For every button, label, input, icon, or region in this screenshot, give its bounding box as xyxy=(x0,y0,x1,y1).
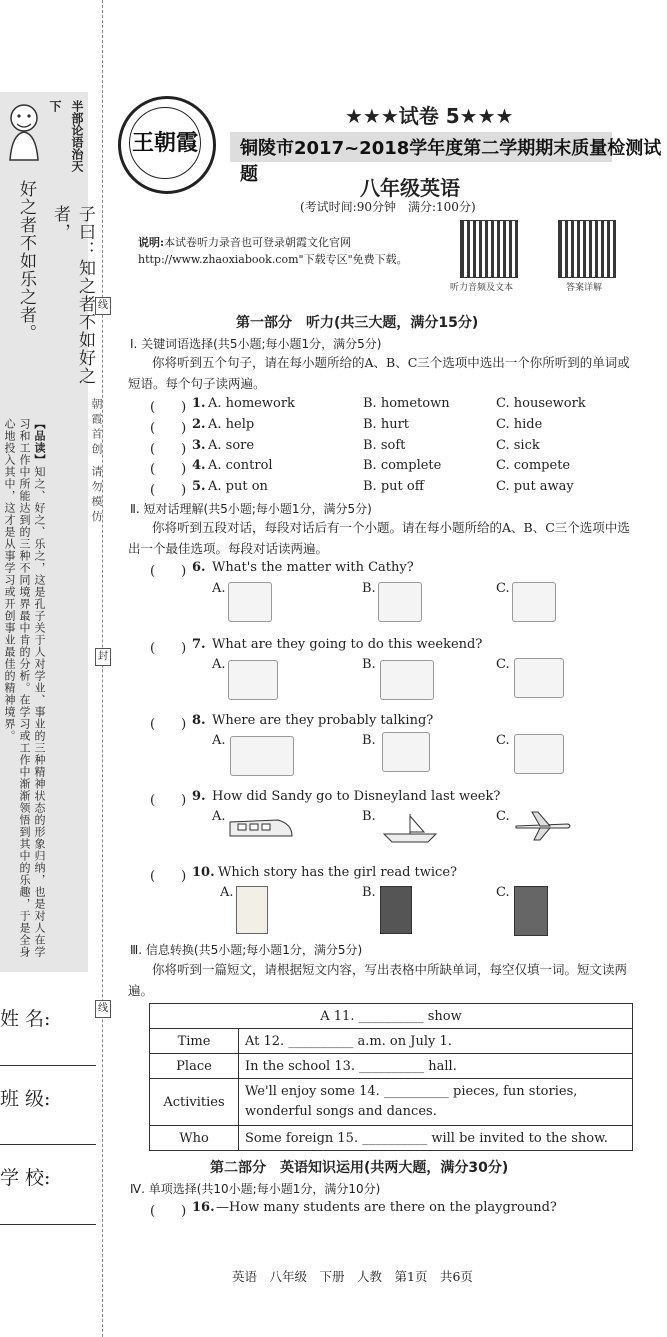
question-row xyxy=(150,396,640,417)
name-field[interactable] xyxy=(0,1065,96,1066)
question-text: How did Sandy go to Disneyland last week? xyxy=(212,789,501,804)
question-number: 1. xyxy=(192,396,206,411)
sec1-title: Ⅰ. 关键词语选择(共5小题;每小题1分，满分5分) xyxy=(130,337,382,351)
climbing-picture[interactable] xyxy=(514,658,564,698)
pindu-text: 知之、好之、乐之，这是孔子关于人对学业、事业的三种精神状态的形象归纳，也是对人在学习和工作中所能达到的三种不同境界最中肯的分析。在学习或工作中渐渐领悟到其中的乐趣，于是全身心地投入其中，这才是从事学习或开创事业最佳的精神境界。 xyxy=(3,418,46,958)
cut-mark: 线 xyxy=(95,1000,111,1018)
logo-text: 王朝霞 xyxy=(129,107,201,179)
qr-audio-label: 听力音频及文本 xyxy=(450,283,514,293)
option-a: A. control xyxy=(208,458,273,473)
question-row xyxy=(150,458,640,479)
question-text: Where are they probably talking? xyxy=(212,713,434,728)
train-icon[interactable] xyxy=(228,814,294,842)
row-value[interactable]: We'll enjoy some 14. __________ pieces, fun stories, wonderful songs and dances. xyxy=(239,1079,633,1126)
zoo-picture[interactable] xyxy=(230,736,294,776)
class-label: 班 级: xyxy=(0,1088,51,1110)
question-number: 3. xyxy=(192,438,206,453)
option-a-label: A. xyxy=(212,581,226,596)
row-label: Activities xyxy=(150,1079,239,1126)
publisher-logo xyxy=(118,96,216,194)
qr-answers-label: 答案详解 xyxy=(566,283,603,293)
question-row xyxy=(150,438,640,459)
kitchen-picture[interactable] xyxy=(382,732,430,772)
question-number: 9. xyxy=(192,789,206,804)
quote-title: 半部论语治天下 xyxy=(48,100,84,172)
name-label: 姓 名: xyxy=(0,1008,51,1030)
option-c: C. compete xyxy=(496,458,571,473)
plane-icon[interactable] xyxy=(512,808,574,842)
option-b-label: B. xyxy=(362,733,376,748)
option-a: A. sore xyxy=(208,438,255,453)
book-cover-a-picture[interactable] xyxy=(236,886,268,934)
cut-mark: 线 xyxy=(95,297,111,315)
sec1-instructions: 你将听到五个句子，请在每小题所给的A、B、C三个选项中选出一个你所听到的单词或短语。每个句子读两遍。 xyxy=(128,355,630,391)
row-value[interactable]: In the school 13. __________ hall. xyxy=(239,1054,633,1079)
part2-title: 第二部分 英语知识运用(共两大题，满分30分) xyxy=(210,1160,509,1176)
people-walking-picture[interactable] xyxy=(514,734,564,774)
table-header[interactable]: A 11. __________ show xyxy=(150,1004,633,1029)
notice-label: 说明: xyxy=(138,236,165,249)
answer-blank[interactable]: ( ) xyxy=(150,717,187,732)
book-cover-c-picture[interactable] xyxy=(514,886,548,936)
option-a: A. help xyxy=(208,417,255,432)
table-header-row xyxy=(150,1004,633,1029)
question-number: 4. xyxy=(192,458,206,473)
book-cover-b-picture[interactable] xyxy=(380,886,412,934)
answer-blank[interactable]: ( ) xyxy=(150,462,187,477)
volunteer-work-picture[interactable] xyxy=(228,660,278,700)
question-text: Which story has the girl read twice? xyxy=(218,865,457,880)
cartoon-confucius-icon xyxy=(4,100,44,162)
option-c: C. sick xyxy=(496,438,540,453)
option-b: B. put off xyxy=(363,479,424,494)
option-a: A. homework xyxy=(208,396,295,411)
girl-face-picture[interactable] xyxy=(378,582,422,622)
option-b: B. hurt xyxy=(363,417,410,432)
answer-blank[interactable]: ( ) xyxy=(150,564,187,579)
option-c: C. housework xyxy=(496,396,586,411)
pindu-block xyxy=(2,418,82,966)
info-table xyxy=(149,1003,633,1151)
paper-number: ★★★试卷 5★★★ xyxy=(345,104,514,128)
option-b-label: B. xyxy=(362,809,376,824)
exam-subtitle: 八年级英语 xyxy=(360,176,460,200)
question-number: 10. xyxy=(192,865,215,880)
table-row xyxy=(150,1126,633,1151)
answer-blank[interactable]: ( ) xyxy=(150,483,187,498)
row-value[interactable]: Some foreign 15. __________ will be invited to the show. xyxy=(239,1126,633,1151)
answer-blank[interactable]: ( ) xyxy=(150,869,187,884)
quote-line-1: 子曰：知之者不如好之者， xyxy=(50,205,95,385)
boat-icon[interactable] xyxy=(380,810,440,844)
option-b-label: B. xyxy=(362,885,376,900)
question-text: What's the matter with Cathy? xyxy=(212,560,414,575)
answer-blank[interactable]: ( ) xyxy=(150,793,187,808)
class-field[interactable] xyxy=(0,1144,96,1145)
option-a: A. put on xyxy=(208,479,268,494)
row-label: Who xyxy=(150,1126,239,1151)
quote-line-2: 好之者不如乐之者。 xyxy=(16,180,36,342)
option-c-label: C. xyxy=(496,809,510,824)
question-row xyxy=(150,637,640,658)
answer-blank[interactable]: ( ) xyxy=(150,641,187,656)
row-label: Time xyxy=(150,1029,239,1054)
question-row xyxy=(150,713,640,734)
question-row xyxy=(150,479,640,500)
question-row xyxy=(150,417,640,438)
answer-blank[interactable]: ( ) xyxy=(150,400,187,415)
notice xyxy=(138,234,438,268)
question-row xyxy=(150,865,640,886)
sec3-title: Ⅲ. 信息转换(共5小题;每小题1分，满分5分) xyxy=(130,943,363,957)
answer-blank[interactable]: ( ) xyxy=(150,1204,187,1219)
table-row xyxy=(150,1054,633,1079)
sec3-instructions: 你将听到一篇短文，请根据短文内容，写出表格中所缺单词，每空仅填一词。短文读两遍。 xyxy=(128,962,628,998)
notice-text: 本试卷听力录音也可登录朝霞文化官网 http://www.zhaoxiabook.com"下载专区"免费下载。 xyxy=(138,236,408,266)
option-c-label: C. xyxy=(496,885,510,900)
option-a-label: A. xyxy=(212,733,226,748)
answer-blank[interactable]: ( ) xyxy=(150,421,187,436)
question-row xyxy=(150,1200,640,1221)
sec2-instructions: 你将听到五段对话，每段对话后有一个小题。请在每小题所给的A、B、C三个选项中选出一个最佳选项。每段对话读两遍。 xyxy=(128,520,630,556)
exam-title: 铜陵市2017~2018学年度第二学期期末质量检测试题 xyxy=(240,138,662,185)
question-row xyxy=(150,560,640,581)
question-number: 5. xyxy=(192,479,206,494)
page-footer: 英语 八年级 下册 人教 第1页 共6页 xyxy=(232,1269,473,1284)
question-number: 7. xyxy=(192,637,206,652)
question-text: What are they going to do this weekend? xyxy=(212,637,483,652)
option-c: C. hide xyxy=(496,417,543,432)
sick-girl-picture[interactable] xyxy=(228,582,272,622)
answer-blank[interactable]: ( ) xyxy=(150,442,187,457)
option-c-label: C. xyxy=(496,733,510,748)
option-b-label: B. xyxy=(362,657,376,672)
sec2-title: Ⅱ. 短对话理解(共5小题;每小题1分，满分5分) xyxy=(130,502,372,516)
question-number: 6. xyxy=(192,560,206,575)
question-number: 8. xyxy=(192,713,206,728)
option-b: B. soft xyxy=(363,438,406,453)
option-b: B. hometown xyxy=(363,396,450,411)
cut-line xyxy=(102,0,103,1337)
slogan: 朝霞首创 请勿模仿 xyxy=(90,398,103,526)
table-row xyxy=(150,1079,633,1126)
option-c-label: C. xyxy=(496,581,510,596)
table-row xyxy=(150,1029,633,1054)
option-a-label: A. xyxy=(212,809,226,824)
sec4-title: Ⅳ. 单项选择(共10小题;每小题1分，满分10分) xyxy=(130,1182,381,1196)
part1-title: 第一部分 听力(共三大题，满分15分) xyxy=(236,315,479,331)
row-value[interactable]: At 12. __________ a.m. on July 1. xyxy=(239,1029,633,1054)
option-a-label: A. xyxy=(212,657,226,672)
qr-code-audio-icon[interactable] xyxy=(460,220,518,278)
option-c: C. put away xyxy=(496,479,574,494)
question-row xyxy=(150,789,640,810)
option-b: B. complete xyxy=(363,458,442,473)
pindu-label: 【品读】 xyxy=(33,418,46,466)
option-c-label: C. xyxy=(496,657,510,672)
cut-mark: 封 xyxy=(95,648,111,666)
row-label: Place xyxy=(150,1054,239,1079)
school-label: 学 校: xyxy=(0,1167,51,1189)
question-number: 2. xyxy=(192,417,206,432)
question-number: 16. xyxy=(192,1200,215,1215)
picnic-picture[interactable] xyxy=(380,660,434,700)
qr-code-answers-icon[interactable] xyxy=(558,220,616,278)
exam-info: (考试时间:90分钟 满分:100分) xyxy=(300,200,476,214)
option-a-label: A. xyxy=(220,885,234,900)
question-text: —How many students are there on the playground? xyxy=(216,1200,557,1215)
girl-holding-head-picture[interactable] xyxy=(512,582,556,622)
option-b-label: B. xyxy=(362,581,376,596)
school-field[interactable] xyxy=(0,1224,96,1225)
